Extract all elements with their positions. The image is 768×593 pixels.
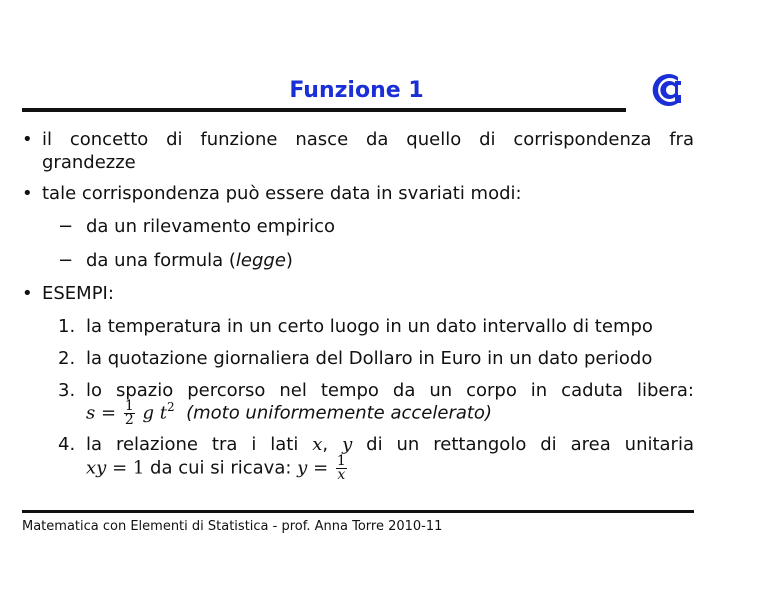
bullet-dot: • bbox=[22, 283, 33, 304]
cnr-logo-icon bbox=[645, 71, 683, 109]
footer-rule bbox=[22, 510, 694, 513]
example-4-line2: xy = 1 da cui si ricava: y = $\frac{1}{x}$ bbox=[86, 453, 346, 483]
slide-title: Funzione 1 bbox=[289, 78, 424, 103]
bullet-dot: • bbox=[22, 183, 33, 204]
example-number: 3. bbox=[58, 380, 76, 401]
example-3-line1: lo spazio percorso nel tempo da un corpo in caduta libera: bbox=[86, 380, 694, 401]
bullet-1-line2: grandezze bbox=[42, 152, 136, 173]
example-number: 1. bbox=[58, 316, 76, 337]
footer-text: Matematica con Elementi di Statistica - prof. Anna Torre 2010-11 bbox=[22, 519, 443, 534]
dash-marker: − bbox=[58, 250, 74, 271]
example-number: 4. bbox=[58, 434, 76, 455]
bullet-2: tale corrispondenza può essere data in svariati modi: bbox=[42, 183, 522, 204]
example-number: 2. bbox=[58, 348, 76, 369]
esempi-label: ESEMPI: bbox=[42, 283, 114, 304]
example-3-formula: s = $\frac{1}{2}$ g $t^2$ (moto uniformemente accelerato) bbox=[86, 398, 492, 428]
bullet-1-line1: il concetto di funzione nasce da quello di corrispondenza fra bbox=[42, 129, 694, 150]
sub-item-2: da una formula (legge) bbox=[86, 250, 293, 271]
example-2: la quotazione giornaliera del Dollaro in Euro in un dato periodo bbox=[86, 348, 653, 369]
example-1: la temperatura in un certo luogo in un dato intervallo di tempo bbox=[86, 316, 653, 337]
dash-marker: − bbox=[58, 216, 74, 237]
example-4-line1: la relazione tra i lati x, y di un rettangolo di area unitaria bbox=[86, 434, 694, 455]
bullet-dot: • bbox=[22, 129, 33, 150]
title-rule bbox=[22, 108, 626, 112]
sub-item-1: da un rilevamento empirico bbox=[86, 216, 336, 237]
